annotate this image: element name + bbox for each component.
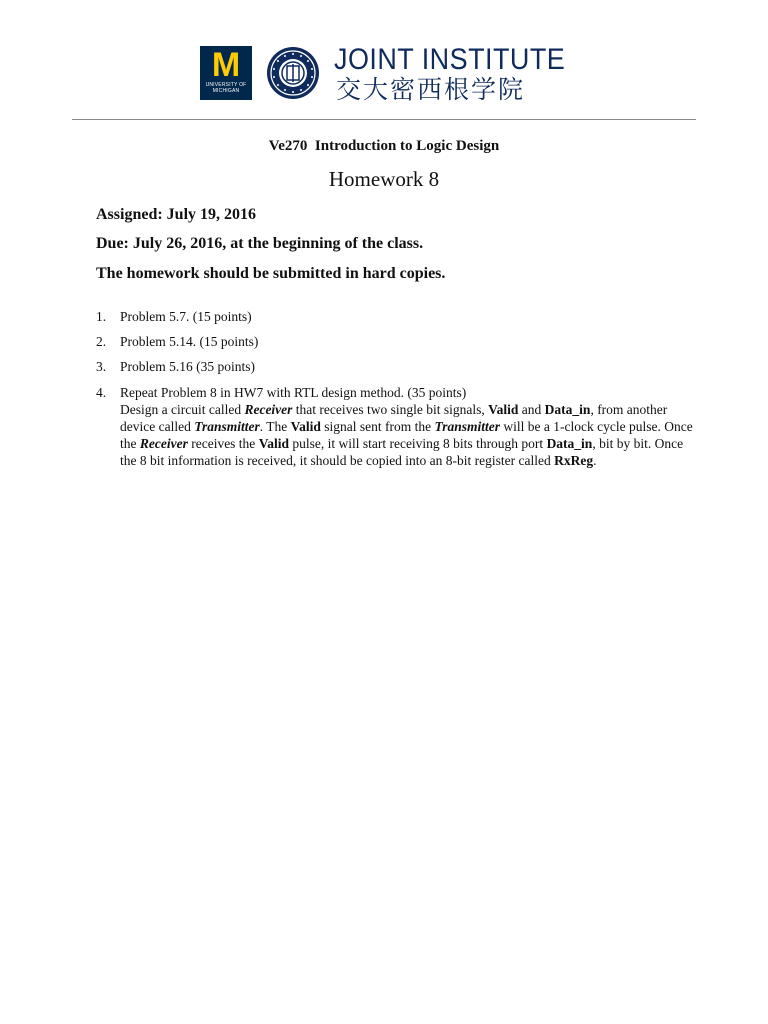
joint-institute-chinese-title: 交大密西根学院 [336, 75, 526, 104]
desc-text: and [518, 402, 545, 417]
desc-text: , from another device called [120, 402, 668, 434]
data-in-term: Data_in [546, 436, 593, 451]
desc-text: Design a circuit called [120, 402, 245, 417]
problem-4-description [120, 401, 700, 469]
course-title: Ve270 Introduction to Logic Design [268, 138, 500, 154]
due-date: Due: July 26, 2016, at the beginning of the class. [96, 235, 424, 252]
problem-text: Problem 5.16 (35 points) [120, 359, 255, 374]
assigned-date: Assigned: July 19, 2016 [96, 206, 257, 223]
desc-text: signal sent from the [320, 419, 435, 434]
problem-number: 4. [96, 385, 107, 400]
desc-text: , bit by bit. Once the 8 bit information is received, it should be copied into an 8-bit register called [120, 436, 684, 468]
rxreg-term: RxReg [554, 453, 594, 468]
homework-title: Homework 8 [328, 167, 440, 191]
problem-text: Problem 5.14. (15 points) [120, 334, 259, 349]
receiver-term: Receiver [244, 402, 293, 417]
problem-number: 1. [96, 309, 107, 324]
desc-text: that receives two single bit signals, [292, 402, 489, 417]
problem-4-body [120, 384, 700, 469]
problem-text: Problem 5.7. (15 points) [120, 309, 252, 324]
submission-note: The homework should be submitted in hard copies. [96, 265, 446, 282]
transmitter-term: Transmitter [194, 419, 260, 434]
transmitter-term: Transmitter [434, 419, 501, 434]
problem-number: 2. [96, 334, 107, 349]
sjtu-seal-icon [266, 46, 320, 100]
um-logo-letter: M [211, 46, 241, 84]
valid-term: Valid [290, 419, 321, 434]
desc-text: pulse, it will start receiving 8 bits through port [288, 436, 547, 451]
desc-text: . The [259, 419, 291, 434]
um-logo-text: UNIVERSITY OF MICHIGAN [205, 82, 247, 94]
joint-institute-title: JOINT INSTITUTE [334, 43, 566, 76]
problem-text: Repeat Problem 8 in HW7 with RTL design method. (35 points) [120, 385, 467, 400]
valid-term: Valid [488, 402, 519, 417]
page-header [0, 0, 768, 120]
desc-text: will be a 1-clock cycle pulse. Once the [120, 419, 693, 451]
desc-text: receives the [187, 436, 259, 451]
data-in-term: Data_in [544, 402, 591, 417]
header-divider [72, 119, 696, 120]
desc-text: . [593, 453, 597, 468]
valid-term: Valid [258, 436, 289, 451]
university-of-michigan-logo [200, 46, 252, 100]
receiver-term: Receiver [139, 436, 188, 451]
problem-number: 3. [96, 359, 107, 374]
